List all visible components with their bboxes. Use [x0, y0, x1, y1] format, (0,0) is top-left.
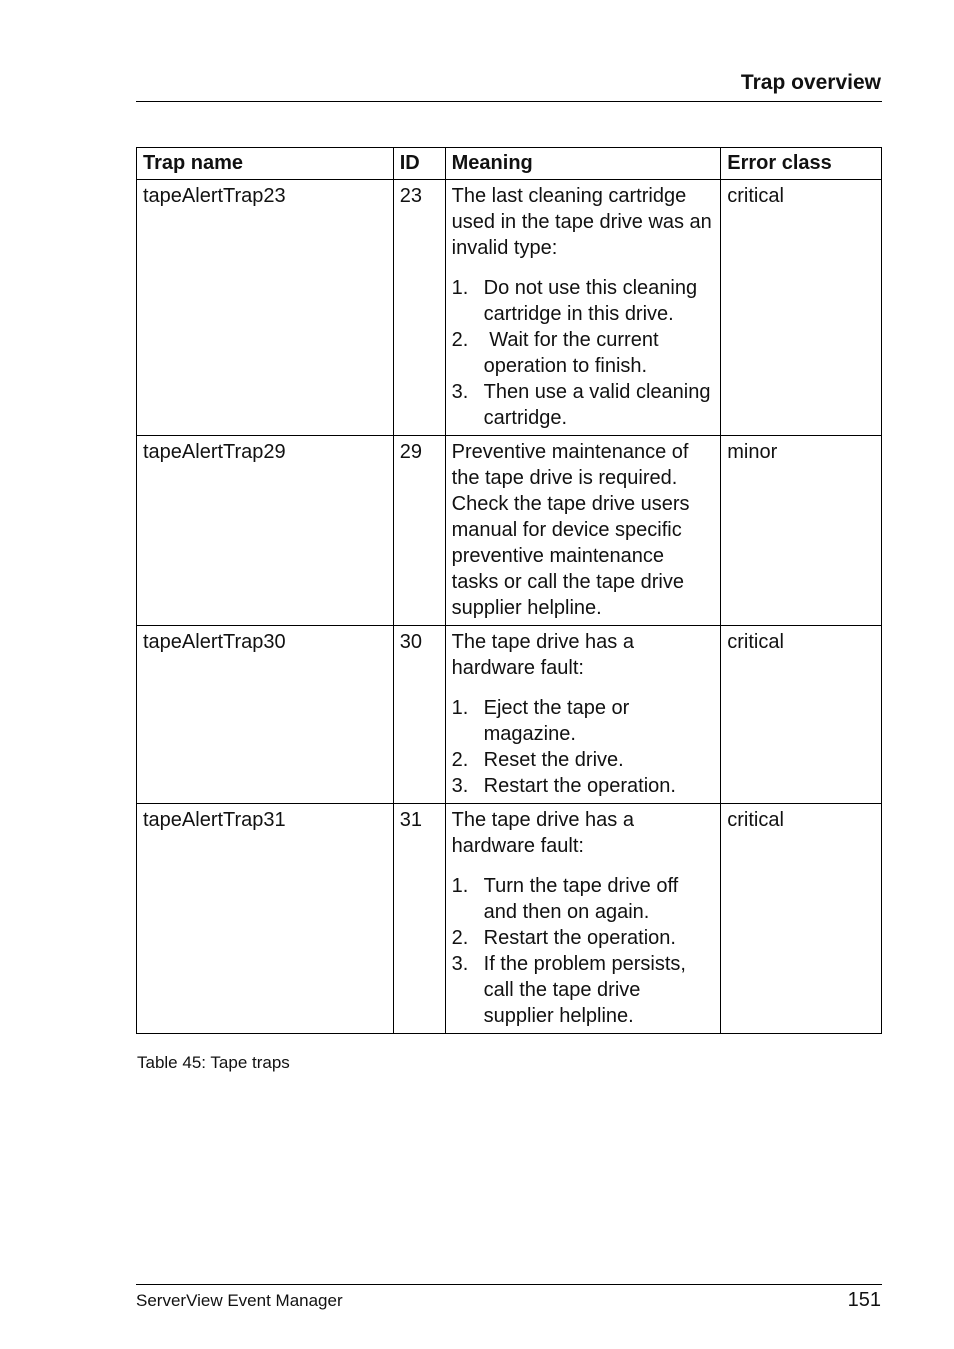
column-header-error-class: Error class — [721, 148, 882, 180]
trap-id-cell: 29 — [393, 436, 445, 626]
list-item — [452, 773, 715, 799]
step-number: 3. — [451, 381, 469, 403]
meaning-cell — [445, 436, 721, 626]
list-item — [452, 925, 715, 951]
meaning-cell — [445, 626, 721, 804]
tape-traps-table — [136, 147, 882, 1034]
step-number: 3. — [451, 953, 469, 975]
step-number: 3. — [451, 775, 469, 797]
error-class-cell: critical — [721, 626, 882, 804]
trap-name-cell: tapeAlertTrap29 — [137, 436, 394, 626]
meaning-cell — [445, 180, 721, 436]
step-number: 1. — [451, 875, 469, 897]
error-class-cell: critical — [721, 180, 882, 436]
table-row — [137, 804, 882, 1034]
list-item — [452, 873, 715, 925]
table-row — [137, 436, 882, 626]
step-number: 1. — [451, 277, 469, 299]
step-text: Eject the tape or magazine. — [483, 697, 630, 745]
list-item — [452, 695, 715, 747]
trap-id-cell: 23 — [393, 180, 445, 436]
step-text: Restart the operation. — [483, 927, 676, 949]
step-number: 2. — [451, 329, 469, 351]
page-number: 151 — [847, 1289, 881, 1311]
error-class-cell: minor — [721, 436, 882, 626]
meaning-cell — [445, 804, 721, 1034]
error-class-cell: critical — [721, 804, 882, 1034]
running-header-title: Trap overview — [740, 71, 881, 94]
list-item — [452, 327, 715, 379]
list-item — [452, 379, 715, 431]
meaning-text: The tape drive has a hardware fault: — [451, 631, 634, 679]
meaning-text: The last cleaning cartridge used in the tape drive was an invalid type: — [451, 185, 712, 259]
list-item — [452, 747, 715, 773]
steps-list — [452, 275, 715, 431]
footer-product-name: ServerView Event Manager — [136, 1291, 343, 1310]
steps-list — [452, 873, 715, 1029]
header-divider — [136, 101, 882, 102]
list-item — [452, 275, 715, 327]
trap-name-cell: tapeAlertTrap30 — [137, 626, 394, 804]
step-number: 2. — [451, 749, 469, 771]
table-header-row — [137, 148, 882, 180]
column-header-id: ID — [393, 148, 445, 180]
trap-name-cell: tapeAlertTrap31 — [137, 804, 394, 1034]
step-number: 1. — [451, 697, 469, 719]
trap-id-cell: 31 — [393, 804, 445, 1034]
table-row — [137, 626, 882, 804]
meaning-text: Preventive maintenance of the tape drive is required. Check the tape drive users manual for device specific preventive maintenance tasks or call the tape drive supplier helpline. — [451, 441, 690, 619]
step-text: Do not use this cleaning cartridge in this drive. — [483, 277, 703, 325]
step-text: If the problem persists, call the tape drive supplier helpline. — [483, 953, 686, 1027]
table-caption: Table 45: Tape traps — [137, 1053, 290, 1072]
step-text: Turn the tape drive off and then on again. — [483, 875, 679, 923]
meaning-text: The tape drive has a hardware fault: — [451, 809, 634, 857]
footer-divider — [136, 1284, 882, 1285]
column-header-meaning: Meaning — [445, 148, 721, 180]
table-row — [137, 180, 882, 436]
step-text: Reset the drive. — [483, 749, 624, 771]
column-header-trap-name: Trap name — [137, 148, 394, 180]
step-text: Then use a valid cleaning cartridge. — [483, 381, 711, 429]
step-text: Wait for the current operation to finish. — [483, 329, 665, 377]
step-text: Restart the operation. — [483, 775, 676, 797]
trap-id-cell: 30 — [393, 626, 445, 804]
trap-name-cell: tapeAlertTrap23 — [137, 180, 394, 436]
steps-list — [452, 695, 715, 799]
step-number: 2. — [451, 927, 469, 949]
list-item — [452, 951, 715, 1029]
